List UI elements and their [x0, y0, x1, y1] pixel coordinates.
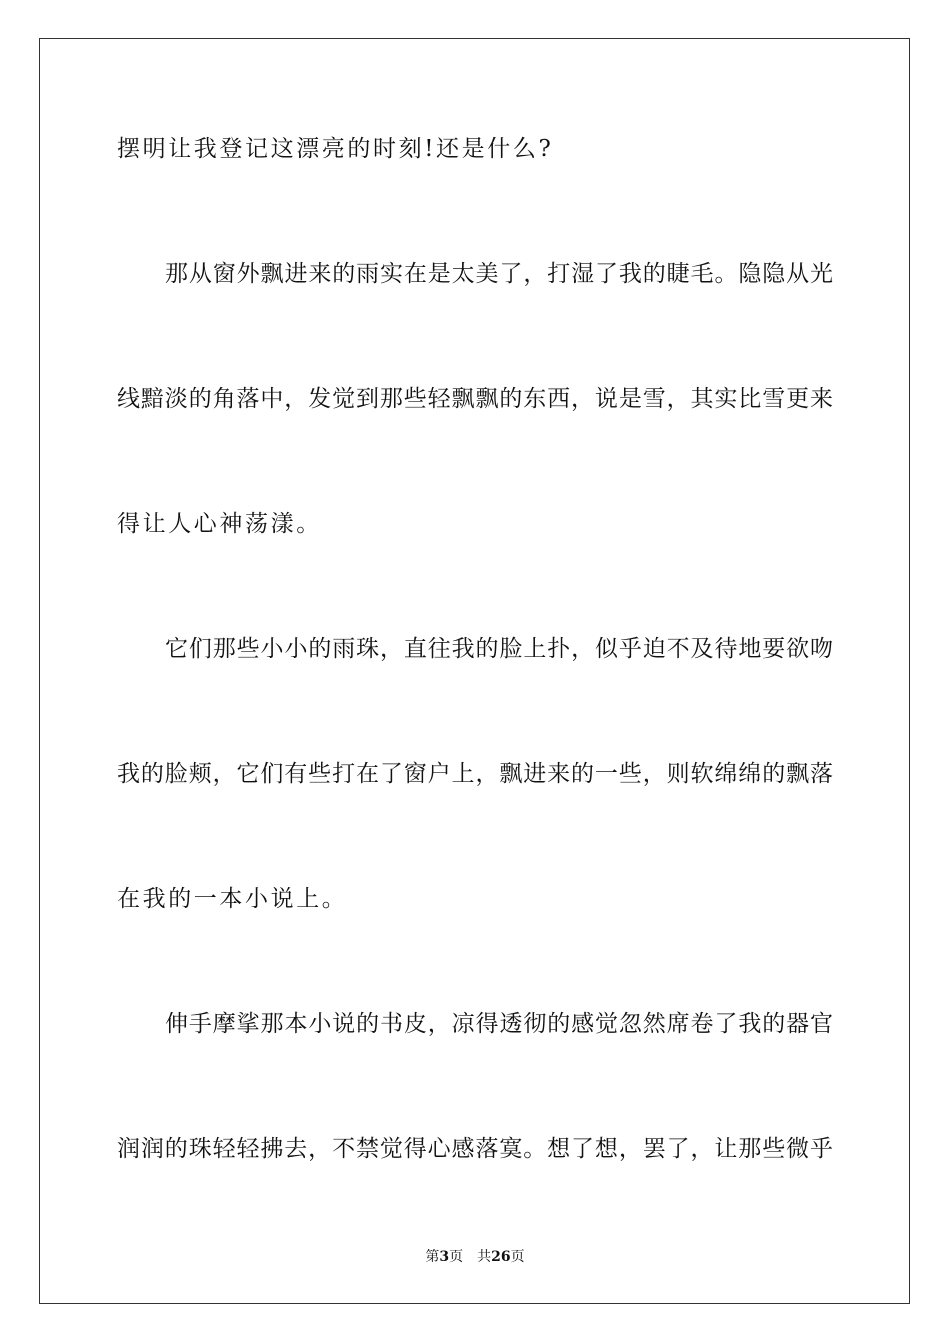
footer-page-number: 3: [439, 1249, 450, 1265]
text-line-1: 摆明让我登记这漂亮的时刻!还是什么?: [117, 136, 554, 162]
footer-total-number: 26: [491, 1249, 511, 1265]
text-line-8: 伸手摩挲那本小说的书皮，凉得透彻的感觉忽然席卷了我的器官: [165, 1011, 833, 1037]
footer-page-suffix: 页: [449, 1249, 464, 1265]
text-line-3: 线黯淡的角落中，发觉到那些轻飘飘的东西，说是雪，其实比雪更来: [117, 386, 833, 412]
page-footer: [0, 1248, 950, 1266]
text-line-5: 它们那些小小的雨珠，直往我的脸上扑，似乎迫不及待地要欲吻: [165, 636, 833, 662]
footer-total-prefix: 共: [477, 1249, 492, 1265]
page-border: [39, 38, 910, 1304]
text-line-7: 在我的一本小说上。: [117, 886, 348, 912]
text-line-4: 得让人心神荡漾。: [117, 511, 322, 537]
text-line-2: 那从窗外飘进来的雨实在是太美了，打湿了我的睫毛。隐隐从光: [165, 261, 833, 287]
footer-page-prefix: 第: [425, 1249, 440, 1265]
text-line-9: 润润的珠轻轻拂去，不禁觉得心感落寞。想了想，罢了，让那些微乎: [117, 1136, 833, 1162]
footer-total-suffix: 页: [510, 1249, 525, 1265]
text-line-6: 我的脸颊，它们有些打在了窗户上，飘进来的一些，则软绵绵的飘落: [117, 761, 833, 787]
